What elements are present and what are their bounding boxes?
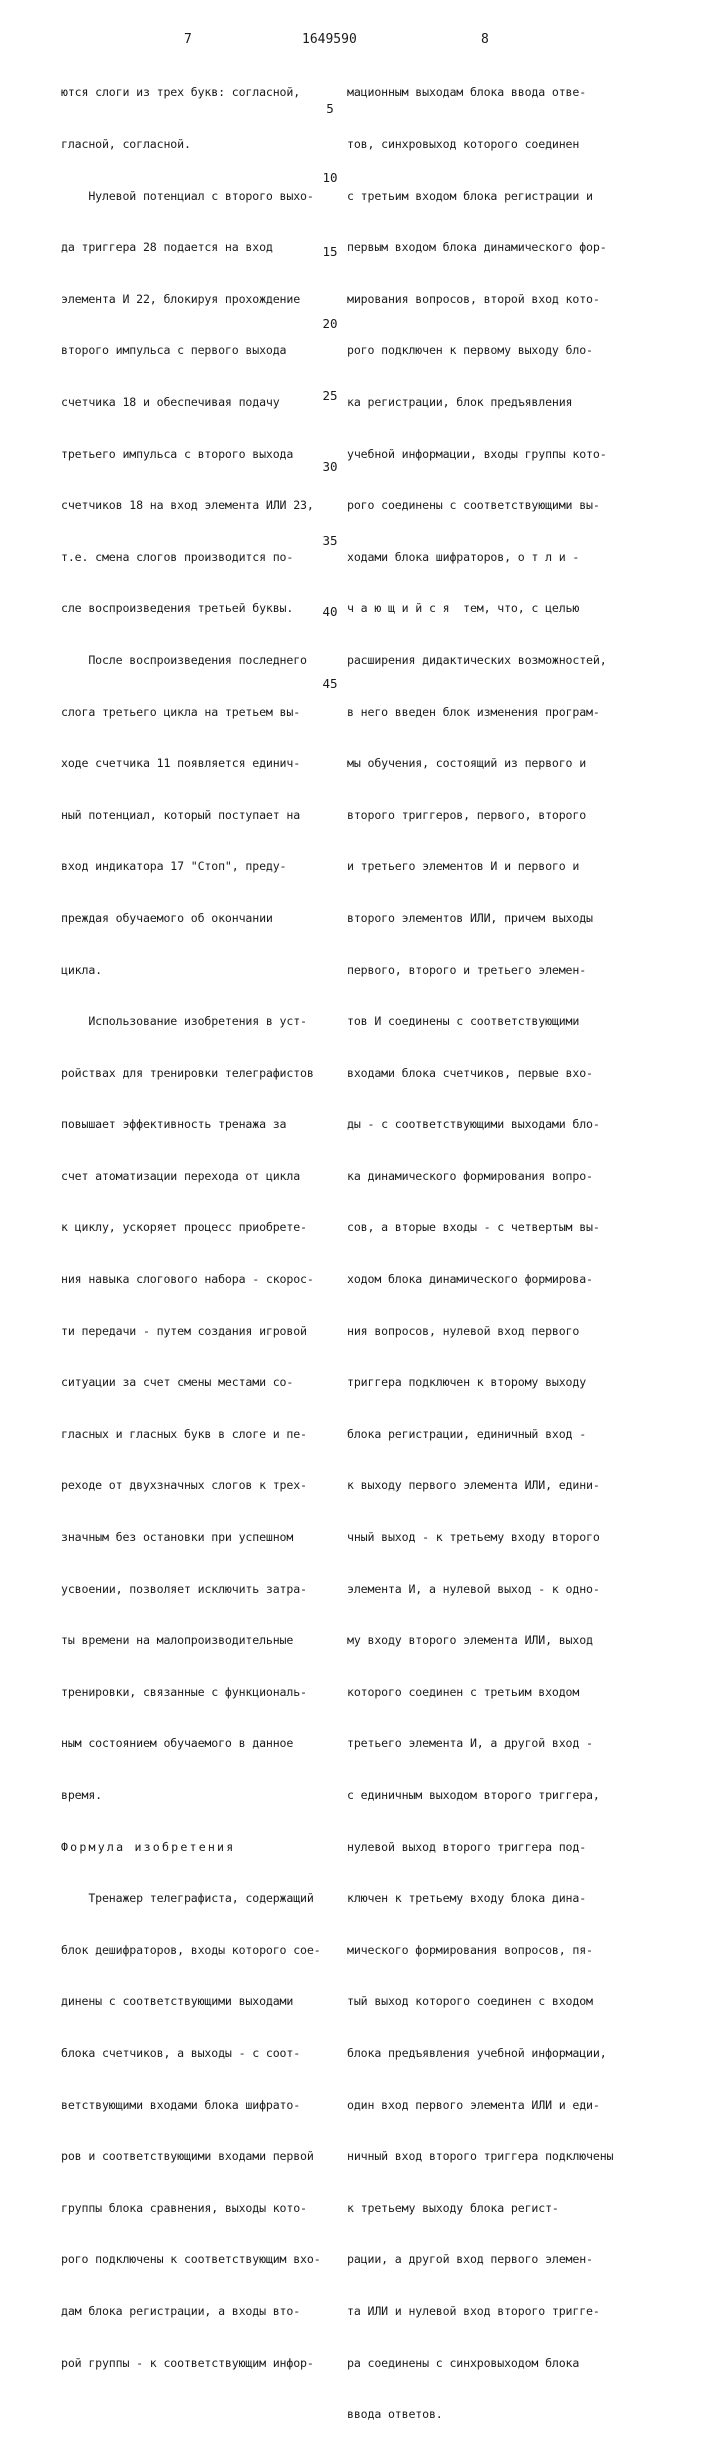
text-line: ды - с соответствующими выходами бло- xyxy=(347,1116,647,1133)
text-line: му входу второго элемента ИЛИ, выход xyxy=(347,1632,647,1649)
text-line: слога третьего цикла на третьем вы- xyxy=(61,704,331,721)
text-line: которого соединен с третьим входом xyxy=(347,1684,647,1701)
text-line: учебной информации, входы группы кото- xyxy=(347,446,647,463)
text-line: рации, а другой вход первого элемен- xyxy=(347,2251,647,2268)
text-line: к третьему выходу блока регист- xyxy=(347,2200,647,2217)
text-line: ка динамического формирования вопро- xyxy=(347,1168,647,1185)
text-line: ч а ю щ и й с я тем, что, с целью xyxy=(347,600,647,617)
text-line: счет атоматизации перехода от цикла xyxy=(61,1168,331,1185)
line-number: 35 xyxy=(317,533,343,548)
text-line: мационным выходам блока ввода отве- xyxy=(347,84,647,101)
right-text-column xyxy=(347,50,647,2441)
text-line: ключен к третьему входу блока дина- xyxy=(347,1890,647,1907)
text-line: ходом блока динамического формирова- xyxy=(347,1271,647,1288)
text-line: ходе счетчика 11 появляется единич- xyxy=(61,755,331,772)
text-line: ситуации за счет смены местами со- xyxy=(61,1374,331,1391)
text-line: ти передачи - путем создания игровой xyxy=(61,1323,331,1340)
text-line: нулевой выход второго триггера под- xyxy=(347,1839,647,1856)
text-line: с единичным выходом второго триггера, xyxy=(347,1787,647,1804)
text-line: Тренажер телеграфиста, содержащий xyxy=(61,1890,331,1907)
text-line: элемента И 22, блокируя прохождение xyxy=(61,291,331,308)
text-line: элемента И, а нулевой выход - к одно- xyxy=(347,1581,647,1598)
text-line: ты времени на малопроизводительные xyxy=(61,1632,331,1649)
text-line: ка регистрации, блок предъявления xyxy=(347,394,647,411)
text-line: мического формирования вопросов, пя- xyxy=(347,1942,647,1959)
text-line: ничный вход второго триггера подключены xyxy=(347,2148,647,2165)
text-line: ров и соответствующими входами первой xyxy=(61,2148,331,2165)
text-line: преждая обучаемого об окончании xyxy=(61,910,331,927)
text-line: входами блока счетчиков, первые вхо- xyxy=(347,1065,647,1082)
text-line: тов, синхровыход которого соединен xyxy=(347,136,647,153)
text-line: время. xyxy=(61,1787,331,1804)
text-line: т.е. смена слогов производится по- xyxy=(61,549,331,566)
text-line: динены с соответствующими выходами xyxy=(61,1993,331,2010)
text-line: ным состоянием обучаемого в данное xyxy=(61,1735,331,1752)
text-line: повышает эффективность тренажа за xyxy=(61,1116,331,1133)
text-line: сов, а вторые входы - с четвертым вы- xyxy=(347,1219,647,1236)
text-line: ния вопросов, нулевой вход первого xyxy=(347,1323,647,1340)
text-line: расширения дидактических возможностей, xyxy=(347,652,647,669)
text-line: гласной, согласной. xyxy=(61,136,331,153)
text-line: тый выход которого соединен с входом xyxy=(347,1993,647,2010)
text-line: триггера подключен к второму выходу xyxy=(347,1374,647,1391)
left-text-column xyxy=(61,50,331,2389)
line-number: 45 xyxy=(317,676,343,691)
text-line: Использование изобретения в уст- xyxy=(61,1013,331,1030)
text-line: тов И соединены с соответствующими xyxy=(347,1013,647,1030)
text-line: первого, второго и третьего элемен- xyxy=(347,962,647,979)
text-line: ройствах для тренировки телеграфистов xyxy=(61,1065,331,1082)
formula-heading: Формула изобретения xyxy=(61,1839,331,1856)
text-line: к циклу, ускоряет процесс приобрете- xyxy=(61,1219,331,1236)
line-number: 15 xyxy=(317,244,343,259)
text-line: сле воспроизведения третьей буквы. xyxy=(61,600,331,617)
text-line: второго элементов ИЛИ, причем выходы xyxy=(347,910,647,927)
text-line: и третьего элементов И и первого и xyxy=(347,858,647,875)
patent-number: 1649590 xyxy=(302,32,357,47)
text-line: ветствующими входами блока шифрато- xyxy=(61,2097,331,2114)
text-line: один вход первого элемента ИЛИ и еди- xyxy=(347,2097,647,2114)
text-line: в него введен блок изменения програм- xyxy=(347,704,647,721)
line-number: 30 xyxy=(317,459,343,474)
text-line: ходами блока шифраторов, о т л и - xyxy=(347,549,647,566)
text-line: После воспроизведения последнего xyxy=(61,652,331,669)
text-line: ния навыка слогового набора - скорос- xyxy=(61,1271,331,1288)
page-number-right: 8 xyxy=(481,32,489,47)
line-number: 40 xyxy=(317,604,343,619)
text-line: вход индикатора 17 "Стоп", преду- xyxy=(61,858,331,875)
line-number: 5 xyxy=(317,101,343,116)
text-line: второго импульса с первого выхода xyxy=(61,342,331,359)
text-line: второго триггеров, первого, второго xyxy=(347,807,647,824)
text-line: рой группы - к соответствующим инфор- xyxy=(61,2355,331,2372)
line-number: 25 xyxy=(317,388,343,403)
text-line: третьего элемента И, а другой вход - xyxy=(347,1735,647,1752)
text-line: гласных и гласных букв в слоге и пе- xyxy=(61,1426,331,1443)
text-line: группы блока сравнения, выходы кото- xyxy=(61,2200,331,2217)
text-line: та ИЛИ и нулевой вход второго тригге- xyxy=(347,2303,647,2320)
text-line: к выходу первого элемента ИЛИ, едини- xyxy=(347,1477,647,1494)
text-line: тренировки, связанные с функциональ- xyxy=(61,1684,331,1701)
text-line: рого соединены с соответствующими вы- xyxy=(347,497,647,514)
text-line: блока предъявления учебной информации, xyxy=(347,2045,647,2062)
text-line: мирования вопросов, второй вход кото- xyxy=(347,291,647,308)
line-number: 20 xyxy=(317,316,343,331)
text-line: усвоении, позволяет исключить затра- xyxy=(61,1581,331,1598)
page-number-left: 7 xyxy=(184,32,192,47)
text-line: значным без остановки при успешном xyxy=(61,1529,331,1546)
text-line: блока счетчиков, а выходы - с соот- xyxy=(61,2045,331,2062)
text-line: да триггера 28 подается на вход xyxy=(61,239,331,256)
text-line: рого подключен к первому выходу бло- xyxy=(347,342,647,359)
text-line: с третьим входом блока регистрации и xyxy=(347,188,647,205)
text-line: мы обучения, состоящий из первого и xyxy=(347,755,647,772)
text-line: ввода ответов. xyxy=(347,2406,647,2423)
line-number: 10 xyxy=(317,170,343,185)
text-line: блока регистрации, единичный вход - xyxy=(347,1426,647,1443)
text-line: Нулевой потенциал с второго выхо- xyxy=(61,188,331,205)
text-line: рого подключены к соответствующим вхо- xyxy=(61,2251,331,2268)
text-line: счетчиков 18 на вход элемента ИЛИ 23, xyxy=(61,497,331,514)
text-line: цикла. xyxy=(61,962,331,979)
text-line: ный потенциал, который поступает на xyxy=(61,807,331,824)
text-line: ются слоги из трех букв: согласной, xyxy=(61,84,331,101)
text-line: дам блока регистрации, а входы вто- xyxy=(61,2303,331,2320)
text-line: блок дешифраторов, входы которого сое- xyxy=(61,1942,331,1959)
text-line: счетчика 18 и обеспечивая подачу xyxy=(61,394,331,411)
page-header xyxy=(0,32,707,52)
text-line: ра соединены с синхровыходом блока xyxy=(347,2355,647,2372)
text-line: первым входом блока динамического фор- xyxy=(347,239,647,256)
text-line: чный выход - к третьему входу второго xyxy=(347,1529,647,1546)
text-line: реходе от двухзначных слогов к трех- xyxy=(61,1477,331,1494)
text-line: третьего импульса с второго выхода xyxy=(61,446,331,463)
